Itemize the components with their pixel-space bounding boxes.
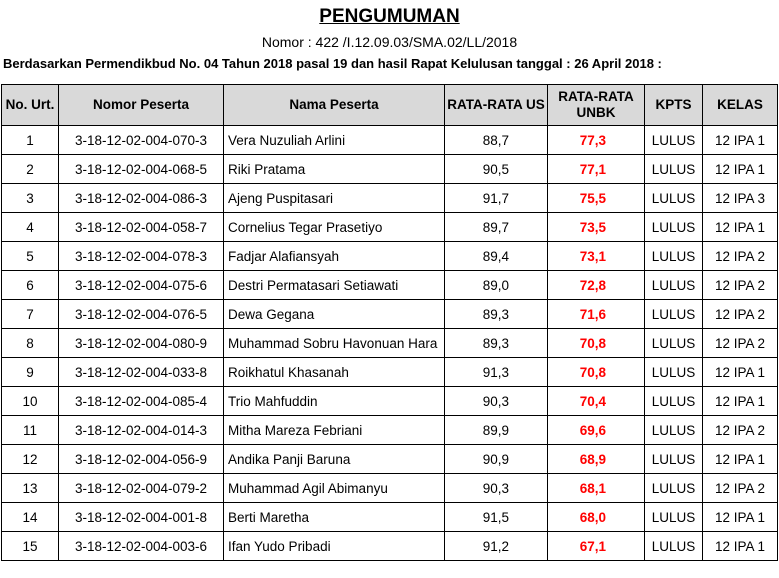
cell-nama-peserta: Riki Pratama <box>224 155 445 184</box>
cell-nomor-peserta: 3-18-12-02-004-080-9 <box>59 329 224 358</box>
cell-nomor-peserta: 3-18-12-02-004-033-8 <box>59 358 224 387</box>
cell-nama-peserta: Vera Nuzuliah Arlini <box>224 126 445 155</box>
cell-rata-unbk: 77,3 <box>548 126 645 155</box>
cell-kelas: 12 IPA 1 <box>703 532 778 561</box>
cell-rata-us: 89,3 <box>445 300 548 329</box>
table-row <box>2 474 778 503</box>
cell-kpts: LULUS <box>645 532 703 561</box>
column-header-kelas: KELAS <box>703 85 778 126</box>
cell-kpts: LULUS <box>645 271 703 300</box>
cell-kpts: LULUS <box>645 213 703 242</box>
cell-rata-unbk: 71,6 <box>548 300 645 329</box>
column-header-no: No. Urt. <box>2 85 59 126</box>
cell-rata-us: 91,3 <box>445 358 548 387</box>
cell-rata-us: 90,3 <box>445 474 548 503</box>
cell-nomor-peserta: 3-18-12-02-004-079-2 <box>59 474 224 503</box>
cell-no: 8 <box>2 329 59 358</box>
cell-nomor-peserta: 3-18-12-02-004-086-3 <box>59 184 224 213</box>
cell-kelas: 12 IPA 1 <box>703 126 778 155</box>
cell-nama-peserta: Muhammad Agil Abimanyu <box>224 474 445 503</box>
cell-no: 11 <box>2 416 59 445</box>
cell-kelas: 12 IPA 2 <box>703 300 778 329</box>
cell-nomor-peserta: 3-18-12-02-004-085-4 <box>59 387 224 416</box>
cell-no: 5 <box>2 242 59 271</box>
table-row <box>2 387 778 416</box>
cell-rata-unbk: 68,0 <box>548 503 645 532</box>
table-row <box>2 532 778 561</box>
table-row <box>2 358 778 387</box>
cell-nama-peserta: Mitha Mareza Febriani <box>224 416 445 445</box>
cell-nama-peserta: Andika Panji Baruna <box>224 445 445 474</box>
cell-kpts: LULUS <box>645 416 703 445</box>
cell-rata-unbk: 69,6 <box>548 416 645 445</box>
table-row <box>2 445 778 474</box>
cell-kelas: 12 IPA 2 <box>703 242 778 271</box>
table-row <box>2 416 778 445</box>
table-row <box>2 126 778 155</box>
document-number: Nomor : 422 /I.12.09.03/SMA.02/LL/2018 <box>261 34 518 50</box>
cell-kelas: 12 IPA 1 <box>703 387 778 416</box>
cell-nama-peserta: Berti Maretha <box>224 503 445 532</box>
cell-rata-unbk: 75,5 <box>548 184 645 213</box>
cell-kpts: LULUS <box>645 329 703 358</box>
cell-nomor-peserta: 3-18-12-02-004-076-5 <box>59 300 224 329</box>
cell-kelas: 12 IPA 1 <box>703 358 778 387</box>
cell-kelas: 12 IPA 1 <box>703 445 778 474</box>
table-row <box>2 184 778 213</box>
cell-kpts: LULUS <box>645 387 703 416</box>
table-row <box>2 271 778 300</box>
cell-rata-us: 89,9 <box>445 416 548 445</box>
cell-kelas: 12 IPA 2 <box>703 271 778 300</box>
cell-rata-unbk: 73,5 <box>548 213 645 242</box>
page-title: PENGUMUMAN <box>319 6 460 27</box>
cell-no: 6 <box>2 271 59 300</box>
cell-kelas: 12 IPA 1 <box>703 155 778 184</box>
cell-rata-unbk: 68,9 <box>548 445 645 474</box>
cell-nomor-peserta: 3-18-12-02-004-058-7 <box>59 213 224 242</box>
column-header-kpts: KPTS <box>645 85 703 126</box>
table-body <box>2 126 778 561</box>
cell-no: 4 <box>2 213 59 242</box>
cell-nama-peserta: Cornelius Tegar Prasetiyo <box>224 213 445 242</box>
cell-nama-peserta: Ifan Yudo Pribadi <box>224 532 445 561</box>
cell-kpts: LULUS <box>645 184 703 213</box>
cell-no: 14 <box>2 503 59 532</box>
cell-rata-us: 90,9 <box>445 445 548 474</box>
table-row <box>2 242 778 271</box>
cell-kpts: LULUS <box>645 503 703 532</box>
cell-rata-us: 91,7 <box>445 184 548 213</box>
cell-nama-peserta: Muhammad Sobru Havonuan Hara <box>224 329 445 358</box>
cell-no: 9 <box>2 358 59 387</box>
cell-rata-us: 90,5 <box>445 155 548 184</box>
cell-nomor-peserta: 3-18-12-02-004-075-6 <box>59 271 224 300</box>
table-row <box>2 503 778 532</box>
cell-nomor-peserta: 3-18-12-02-004-014-3 <box>59 416 224 445</box>
cell-no: 7 <box>2 300 59 329</box>
cell-nama-peserta: Fadjar Alafiansyah <box>224 242 445 271</box>
cell-nama-peserta: Ajeng Puspitasari <box>224 184 445 213</box>
legal-basis-text: Berdasarkan Permendikbud No. 04 Tahun 2018 pasal 19 dan hasil Rapat Kelulusan tanggal : 26 April 2018 : <box>3 56 662 71</box>
cell-kelas: 12 IPA 2 <box>703 474 778 503</box>
cell-rata-us: 91,5 <box>445 503 548 532</box>
cell-rata-us: 91,2 <box>445 532 548 561</box>
cell-kelas: 12 IPA 2 <box>703 416 778 445</box>
table-row <box>2 329 778 358</box>
cell-nomor-peserta: 3-18-12-02-004-068-5 <box>59 155 224 184</box>
cell-rata-us: 88,7 <box>445 126 548 155</box>
cell-nomor-peserta: 3-18-12-02-004-070-3 <box>59 126 224 155</box>
cell-rata-unbk: 68,1 <box>548 474 645 503</box>
column-header-rata-unbk: RATA-RATA UNBK <box>548 85 645 126</box>
column-header-nama-peserta: Nama Peserta <box>224 85 445 126</box>
cell-rata-unbk: 70,8 <box>548 358 645 387</box>
cell-rata-us: 89,7 <box>445 213 548 242</box>
cell-kpts: LULUS <box>645 445 703 474</box>
cell-nama-peserta: Trio Mahfuddin <box>224 387 445 416</box>
cell-rata-us: 90,3 <box>445 387 548 416</box>
cell-no: 13 <box>2 474 59 503</box>
cell-no: 3 <box>2 184 59 213</box>
cell-nomor-peserta: 3-18-12-02-004-003-6 <box>59 532 224 561</box>
column-header-nomor-peserta: Nomor Peserta <box>59 85 224 126</box>
cell-nama-peserta: Dewa Gegana <box>224 300 445 329</box>
cell-no: 1 <box>2 126 59 155</box>
cell-rata-us: 89,0 <box>445 271 548 300</box>
cell-kelas: 12 IPA 1 <box>703 213 778 242</box>
cell-kelas: 12 IPA 2 <box>703 329 778 358</box>
results-table <box>1 84 778 561</box>
cell-nomor-peserta: 3-18-12-02-004-001-8 <box>59 503 224 532</box>
cell-nomor-peserta: 3-18-12-02-004-078-3 <box>59 242 224 271</box>
table-row <box>2 155 778 184</box>
cell-no: 15 <box>2 532 59 561</box>
cell-kpts: LULUS <box>645 155 703 184</box>
cell-rata-unbk: 73,1 <box>548 242 645 271</box>
cell-rata-unbk: 72,8 <box>548 271 645 300</box>
column-header-rata-us: RATA-RATA US <box>445 85 548 126</box>
cell-rata-unbk: 70,8 <box>548 329 645 358</box>
cell-kpts: LULUS <box>645 358 703 387</box>
cell-kpts: LULUS <box>645 300 703 329</box>
cell-kelas: 12 IPA 3 <box>703 184 778 213</box>
table-row <box>2 213 778 242</box>
cell-nama-peserta: Roikhatul Khasanah <box>224 358 445 387</box>
cell-kpts: LULUS <box>645 474 703 503</box>
table-row <box>2 300 778 329</box>
cell-kpts: LULUS <box>645 126 703 155</box>
cell-rata-unbk: 67,1 <box>548 532 645 561</box>
cell-no: 2 <box>2 155 59 184</box>
cell-kpts: LULUS <box>645 242 703 271</box>
table-header-row <box>2 85 778 126</box>
cell-nama-peserta: Destri Permatasari Setiawati <box>224 271 445 300</box>
cell-rata-us: 89,4 <box>445 242 548 271</box>
cell-kelas: 12 IPA 1 <box>703 503 778 532</box>
cell-no: 10 <box>2 387 59 416</box>
cell-rata-us: 89,3 <box>445 329 548 358</box>
cell-no: 12 <box>2 445 59 474</box>
cell-nomor-peserta: 3-18-12-02-004-056-9 <box>59 445 224 474</box>
cell-rata-unbk: 70,4 <box>548 387 645 416</box>
cell-rata-unbk: 77,1 <box>548 155 645 184</box>
